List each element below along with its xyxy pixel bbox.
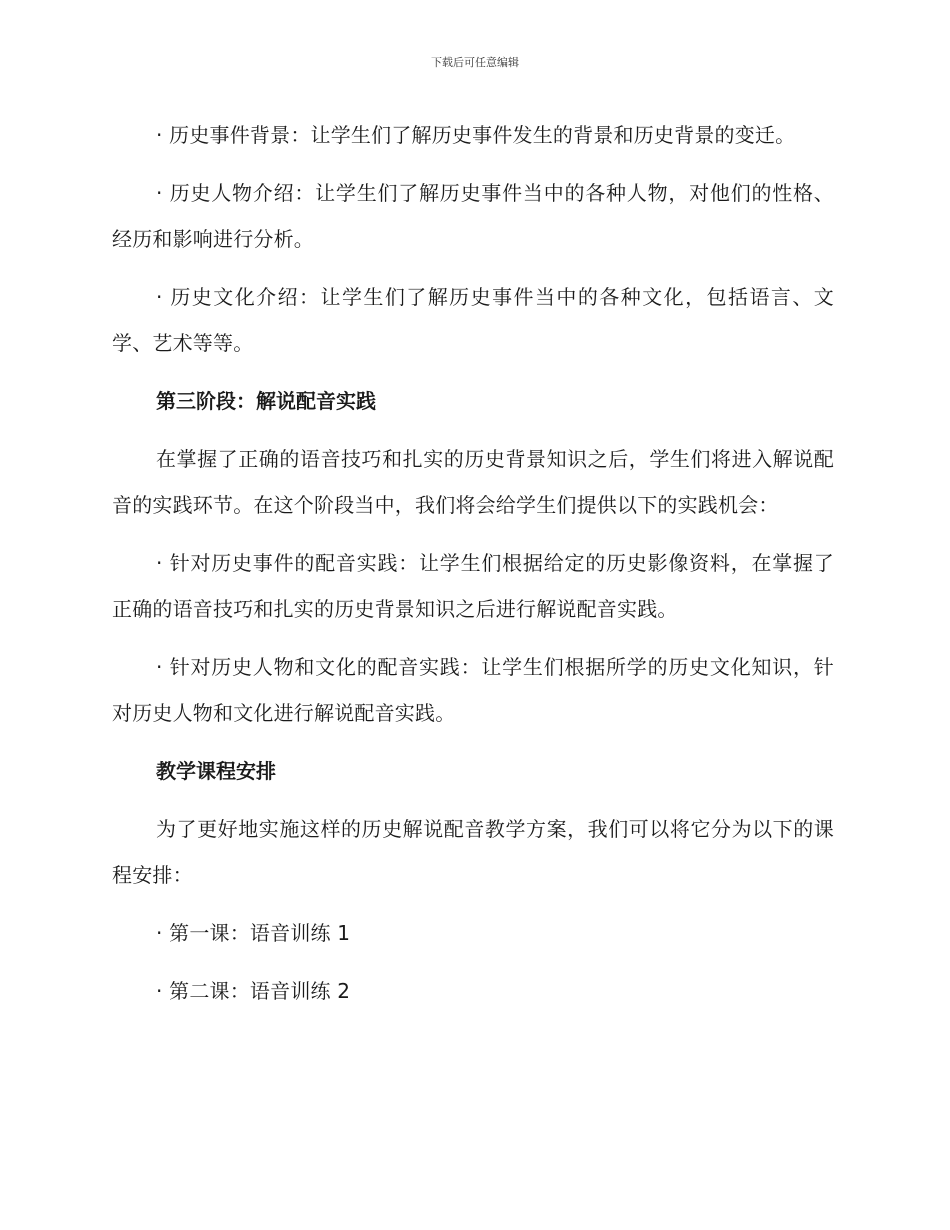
section-heading-stage-three: 第三阶段：解说配音实践 — [156, 389, 376, 413]
paragraph-figure-culture-dubbing-practice: · 针对历史人物和文化的配音实践：让学生们根据所学的历史文化知识，针对历史人物和文化进行解说配音实践。 — [112, 655, 834, 725]
document-body — [112, 112, 834, 1026]
paragraph-schedule-intro: 为了更好地实施这样的历史解说配音教学方案，我们可以将它分为以下的课程安排： — [112, 817, 834, 887]
paragraph-event-dubbing-practice: · 针对历史事件的配音实践：让学生们根据给定的历史影像资料，在掌握了正确的语音技巧和扎实的历史背景知识之后进行解说配音实践。 — [112, 551, 834, 621]
paragraph-historical-culture: · 历史文化介绍：让学生们了解历史事件当中的各种文化，包括语言、文学、艺术等等。 — [112, 285, 834, 355]
section-heading-course-schedule: 教学课程安排 — [156, 759, 276, 783]
paragraph-historical-figures: · 历史人物介绍：让学生们了解历史事件当中的各种人物，对他们的性格、经历和影响进行分析。 — [112, 181, 834, 251]
paragraph-historical-background: · 历史事件背景：让学生们了解历史事件发生的背景和历史背景的变迁。 — [156, 123, 796, 147]
paragraph-practice-intro: 在掌握了正确的语音技巧和扎实的历史背景知识之后，学生们将进入解说配音的实践环节。在这个阶段当中，我们将会给学生们提供以下的实践机会： — [112, 447, 834, 517]
list-item-lesson-two: · 第二课：语音训练 2 — [156, 979, 351, 1003]
list-item-lesson-one: · 第一课：语音训练 1 — [156, 921, 351, 945]
header-note: 下载后可任意编辑 — [431, 56, 519, 69]
